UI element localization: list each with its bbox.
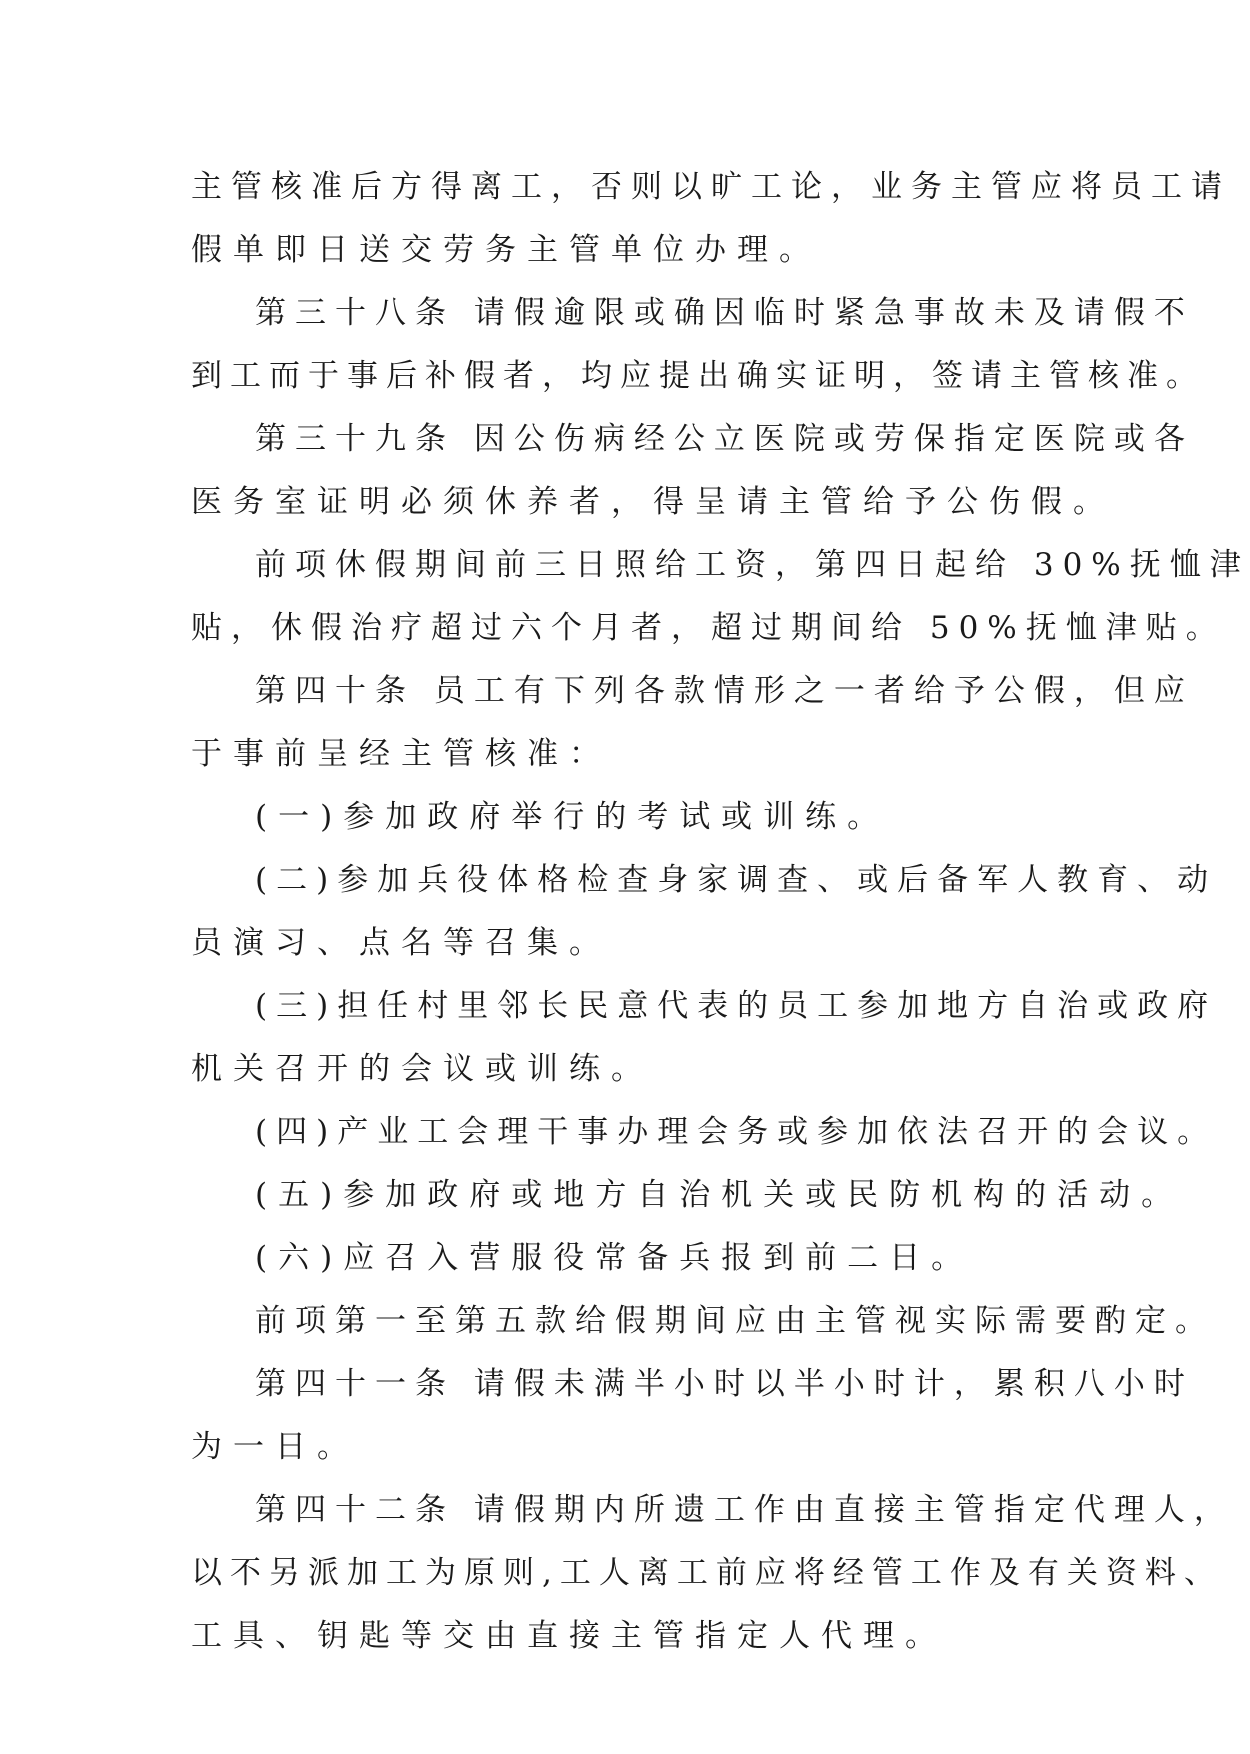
text-line: 第四十条 员工有下列各款情形之一者给予公假，但应 (255, 673, 1194, 709)
text-line: 医务室证明必须休养者，得呈请主管给予公伤假。 (191, 484, 1115, 520)
text-line: (二)参加兵役体格检查身家调查、或后备军人教育、动 (255, 862, 1218, 898)
text-line: 前项第一至第五款给假期间应由主管视实际需要酌定。 (255, 1303, 1215, 1339)
text-line: 第四十一条 请假未满半小时以半小时计，累积八小时 (255, 1366, 1194, 1402)
text-line: (三)担任村里邻长民意代表的员工参加地方自治或政府 (255, 988, 1218, 1024)
text-line: 第四十二条 请假期内所遗工作由直接主管指定代理人， (255, 1492, 1234, 1528)
text-line: 于事前呈经主管核准： (191, 736, 611, 772)
text-line: 机关召开的会议或训练。 (191, 1051, 653, 1087)
text-line: (四)产业工会理干事办理会务或参加依法召开的会议。 (255, 1114, 1218, 1150)
text-line: 到工而于事后补假者，均应提出确实证明，签请主管核准。 (191, 358, 1205, 394)
text-line: 前项休假期间前三日照给工资，第四日起给 30%抚恤津 (255, 547, 1250, 583)
text-line: 假单即日送交劳务主管单位办理。 (191, 232, 821, 268)
text-line: (五)参加政府或地方自治机关或民防机构的活动。 (255, 1177, 1184, 1213)
text-line: 贴，休假治疗超过六个月者，超过期间给 50%抚恤津贴。 (191, 610, 1226, 646)
text-line: 以不另派加工为原则,工人离工前应将经管工作及有关资料、 (191, 1555, 1223, 1591)
text-line: 主管核准后方得离工，否则以旷工论，业务主管应将员工请 (191, 169, 1231, 205)
body-text (191, 156, 1250, 1668)
text-line: (一)参加政府举行的考试或训练。 (255, 799, 890, 835)
text-line: 工具、钥匙等交由直接主管指定人代理。 (191, 1618, 947, 1654)
text-line: (六)应召入营服役常备兵报到前二日。 (255, 1240, 974, 1276)
text-line: 为一日。 (191, 1429, 359, 1465)
text-line: 第三十八条 请假逾限或确因临时紧急事故未及请假不 (255, 295, 1194, 331)
text-line: 第三十九条 因公伤病经公立医院或劳保指定医院或各 (255, 421, 1194, 457)
text-line: 员演习、点名等召集。 (191, 925, 611, 961)
